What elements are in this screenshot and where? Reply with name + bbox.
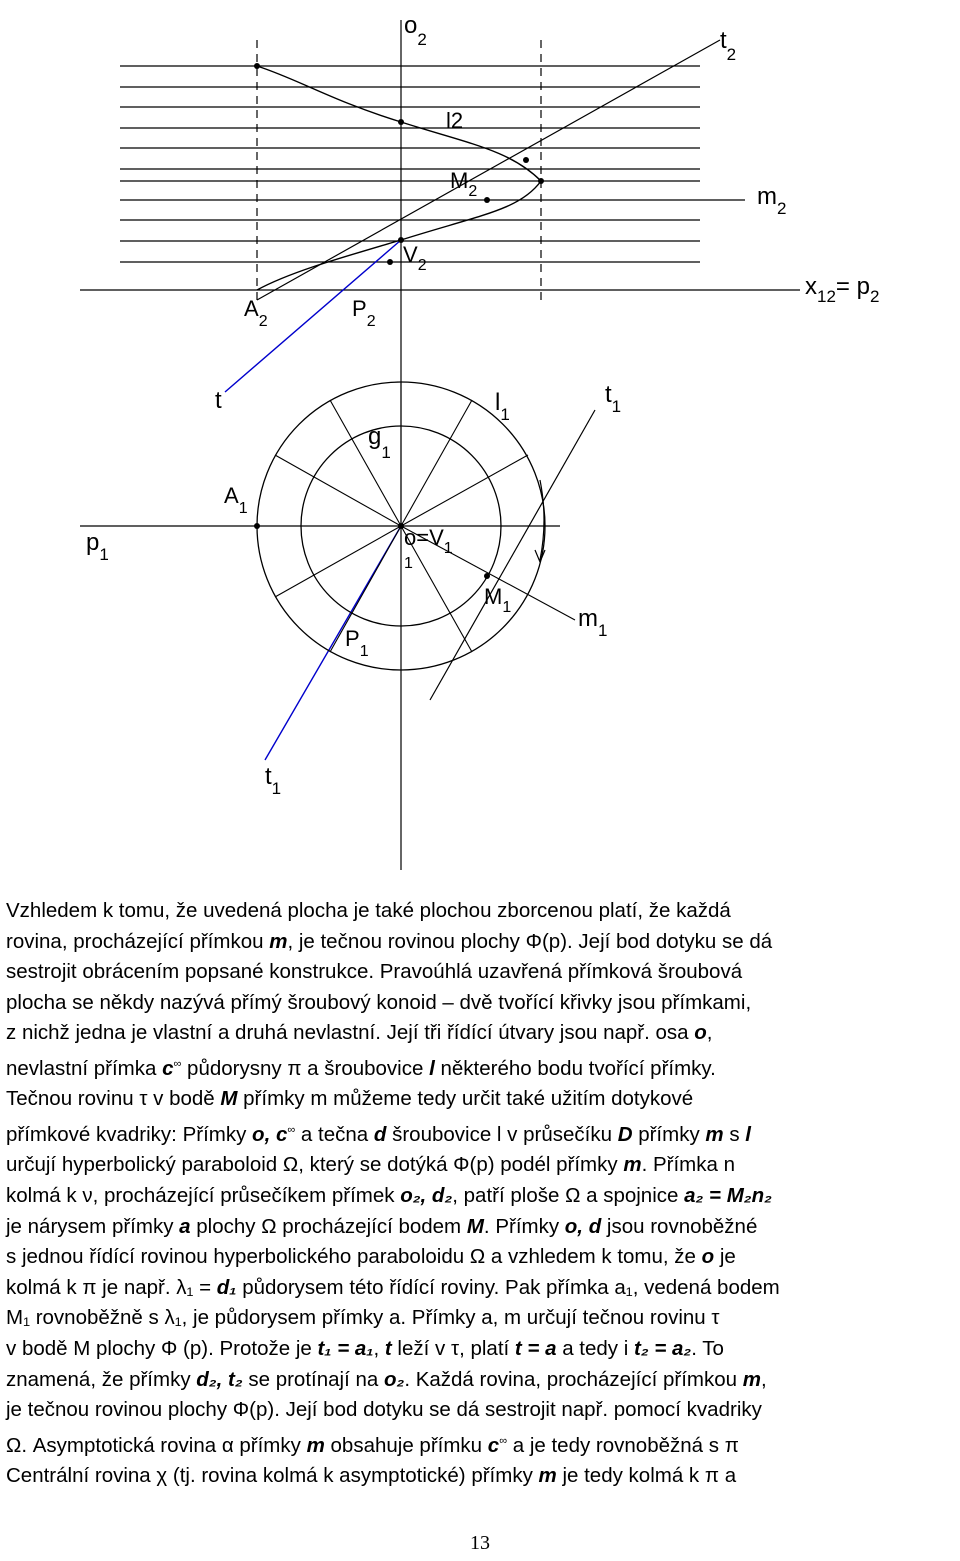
label-t-prime: t [215,387,222,414]
text-line: kolmá k ν, procházející průsečíkem přímek o₂, d₂, patří ploše Ω a spojnice a₂ = M₂n₂ [6,1184,772,1207]
text-line: nevlastní přímka c∞ půdorysny π a šroubovice l některého bodu tvořící přímky. [6,1056,716,1080]
label-t1: $t_1$ [605,381,622,416]
text-line: Ω. Asymptotická rovina α přímky m obsahuje přímku c∞ a je tedy rovnoběžná s π [6,1433,739,1457]
label-t1-prime: $t_1$ [265,763,282,798]
text-line: určují hyperbolický paraboloid Ω, který se dotýká Φ(p) podél přímky m. Přímka n [6,1153,735,1177]
label-m2: $m_2$ [757,183,787,218]
dashed-lines [257,40,541,300]
radial-lines [275,382,575,652]
text-line: M₁ rovnoběžně s λ₁, je půdorysem přímky a. Přímky a, m určují tečnou rovinu τ [6,1306,720,1330]
text-line: Vzhledem k tomu, že uvedená plocha je také plochou zborcenou platí, že každá [6,899,731,922]
page-number: 13 [470,1532,490,1554]
label-x12: $x_{12}= p_2$ [805,273,880,306]
label-m1: $m_1$ [578,605,608,640]
text-line: Centrální rovina χ (tj. rovina kolmá k asymptotické) přímky m je tedy kolmá k π a [6,1464,737,1488]
text-line: je tečnou rovinou plochy Φ(p). Její bod dotyku se dá sestrojit např. pomocí kvadriky [6,1398,762,1422]
text-line: plocha se někdy nazývá přímý šroubový konoid – dvě tvořící křivky jsou přímkami, [6,990,752,1014]
label-g1: $g_1$ [368,423,391,462]
label-o1-V1: $o=V_1$ [404,525,453,557]
text-line: rovina, procházející přímkou m, je tečnou rovinou plochy Φ(p). Její bod dotyku se dá [6,929,773,953]
label-A1: $A_1$ [224,483,248,517]
text-line: přímkové kvadriky: Přímky o, c∞ a tečna d šroubovice l v průsečíku D přímky m s l [6,1122,751,1146]
text-line: znamená, že přímky d₂, t₂ se protínají na o₂. Každá rovina, procházející přímkou m, [6,1367,767,1391]
label-V2: $V_2$ [403,242,427,274]
points [254,63,544,579]
text-line: kolmá k π je např. λ₁ = d₁ půdorysem této řídící roviny. Pak přímka a₁, vedená bodem [6,1275,780,1299]
text-line: z nichž jedna je vlastní a druhá nevlastní. Její tři řídící útvary jsou např. osa o, [6,1021,713,1045]
text-line: s jednou řídící rovinou hyperbolického paraboloidu Ω a vzhledem k tomu, že o je [6,1245,736,1269]
line-t2 [257,40,720,300]
label-P2: $P_2$ [352,296,376,330]
label-p1: $p_1$ [86,529,109,564]
helix-l2 [257,66,541,290]
body-text [6,896,958,1492]
label-l2: l2 [446,108,464,133]
label-A2: $A_2$ [244,296,268,330]
label-P1: $P_1$ [345,626,369,660]
label-l1: $l_1$ [495,389,510,424]
label-o1-sub: 1 [404,555,413,572]
text-line: sestrojit obrácením popsané konstrukce. Pravoúhlá uzavřená přímková šroubová [6,960,743,984]
text-line: Tečnou rovinu τ v bodě M přímky m můžeme tedy určit také užitím dotykové [6,1087,694,1111]
label-t2: $t_2$ [720,27,737,64]
horizontal-lines [80,66,800,290]
label-M2: $M_2$ [450,168,478,200]
label-M1: $M_1$ [484,584,512,616]
text-line: je nárysem přímky a plochy Ω procházející bodem M. Přímky o, d jsou rovnoběžné [6,1214,758,1238]
text-line: v bodě M plochy Φ (p). Protože je t₁ = a₁, t leží v τ, platí t = a a tedy i t₂ = a₂. To [6,1336,724,1360]
label-o2: $o_2$ [404,12,427,49]
